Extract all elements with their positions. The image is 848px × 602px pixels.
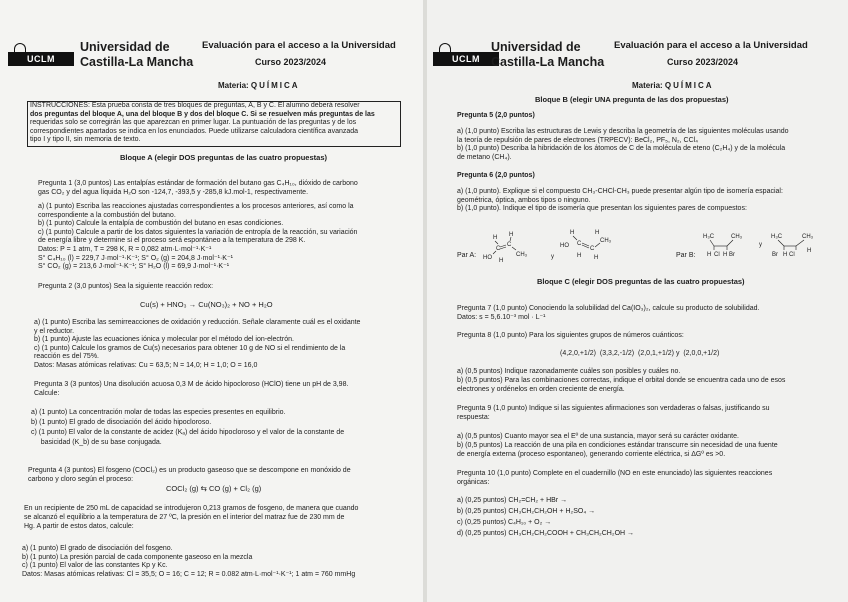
block-a-title: Bloque A (elegir DOS preguntas de las cuatro propuestas): [120, 153, 327, 162]
instructions-line: INSTRUCCIONES: Esta prueba consta de tres bloques de preguntas, A, B y C. El alumno deberá resolver: [30, 102, 360, 109]
atom-label: CH₃: [600, 238, 612, 244]
pair-a-molecule-2: [560, 230, 612, 261]
left-header: [0, 34, 423, 74]
subject-label: Materia:: [632, 81, 663, 90]
pair-b-label: Par B:: [676, 252, 696, 259]
crown-icon: [14, 43, 26, 52]
subject-label: Materia:: [218, 81, 249, 90]
atom-label: H: [499, 258, 504, 264]
q4-part: b) (1 punto) La presión parcial de cada componente gaseoso en la mezcla: [22, 553, 253, 561]
atom-label: C: [577, 241, 582, 247]
q5-part: la teoría de repulsión de pares de electrones (TRPECV): BeCl₂, PF₅, N₂, CCl₄: [457, 136, 699, 144]
q2-part: c) (1 punto) Calcule los gramos de Cu(s) necesarios para obtener 10 g de NO si el rendimiento de la: [34, 344, 346, 352]
atom-label: H: [594, 255, 599, 261]
atom-label: H: [493, 235, 498, 241]
q5-part: a) (1,0 punto) Escriba las estructuras de Lewis y describa la geometría de las siguientes moléculas usando: [457, 128, 789, 135]
atom-label: H: [577, 253, 582, 259]
instructions-line: correspondientes apartados se indica en los enunciados. Puede utilizarse calculadora científica avanzada: [30, 127, 359, 135]
exam-title: Evaluación para el acceso a la Universidad: [202, 40, 396, 51]
q1-part: correspondiente a la combustión del butano.: [38, 211, 176, 219]
subject-name: QUÍMICA: [250, 81, 300, 90]
q5-part: b) (1,0 punto) Describa la hibridación de los átomos de C de la molécula de eteno (C₂H₄) y de la molécula: [457, 145, 786, 153]
bond: [796, 240, 804, 246]
q3-part: b) (1 punto) El grado de disociación del ácido hipocloroso.: [31, 419, 212, 426]
course-year: Curso 2023/2024: [667, 57, 739, 67]
q8-intro: Pregunta 8 (1,0 punto) Para los siguientes grupos de números cuánticos:: [457, 332, 684, 339]
instructions-line: requeridas solo se corregirán las que aparezcan en primer lugar. La puntuación de las preguntas y de los: [30, 119, 357, 127]
university-name: [80, 40, 193, 70]
bond: [710, 240, 714, 246]
q2-part: b) (1 punto) Ajuste las ecuaciones iónica y molecular por el método del ion-electrón.: [34, 336, 294, 344]
pair-b-molecule-2: [771, 234, 814, 258]
q1-data: S° C₄H₁₀ (l) = 229,7 J·mol⁻¹·K⁻¹; S° O₂ (g) = 204,8 J·mol⁻¹·K⁻¹: [38, 254, 233, 262]
q1-part: a) (1 punto) Escriba las reacciones ajustadas correspondientes a los procesos anteriores, así como la: [38, 203, 354, 210]
q6-title: Pregunta 6 (2,0 puntos): [457, 172, 535, 179]
q4-body: En un recipiente de 250 mL de capacidad se introdujeron 0,213 gramos de fosgeno, de manera que cuando: [24, 505, 359, 512]
instructions-line: tipo I y tipo II, sin memoria de texto.: [30, 136, 141, 144]
q9-part: a) (0,5 puntos) Cuanto mayor sea el Eº de una sustancia, mayor será su carácter oxidante.: [457, 433, 739, 440]
q3-part: a) (1 punto) La concentración molar de todas las especies presentes en equilibrio.: [31, 409, 286, 416]
q4-body: Hg. A partir de estos datos, calcule:: [24, 523, 134, 530]
q9-part: b) (0,5 puntos) La reacción de una pila en condiciones estándar transcurre sin necesidad de una fuente: [457, 442, 778, 449]
uclm-logo: [8, 52, 74, 66]
q9-part: de energía externa (proceso espontaneo), generando corriente eléctrica, si ΔGº es >0.: [457, 450, 726, 458]
q10-part: b) (0,25 puntos) CH₃CH₂CH₂OH + H₂SO₄ →: [457, 508, 596, 515]
q5-part: de metano (CH₄).: [457, 153, 512, 161]
atom-label: Cl: [714, 252, 720, 258]
atom-label: H: [707, 252, 712, 258]
bond: [493, 251, 496, 254]
q3-part: c) (1 punto) El valor de la constante de acidez (Kₐ) del ácido hipocloroso y el valor de la constante de: [31, 429, 345, 436]
atom-label: CH₃: [516, 252, 528, 258]
atom-label: Cl: [789, 252, 795, 258]
pair-a-label: Par A:: [457, 252, 477, 259]
bond: [500, 245, 506, 247]
q1-part: de energía libre y determine si el proceso será espontáneo a la temperatura de 298 K.: [38, 237, 306, 245]
q3-line: Calcule:: [34, 389, 60, 397]
q4-part: c) (1 punto) El valor de las constantes Kp y Kc.: [22, 562, 168, 570]
atom-label: HO: [560, 243, 569, 249]
q6-part: b) (1,0 punto). Indique el tipo de isomería que presentan los siguientes pares de compuestos:: [457, 205, 747, 213]
atom-label: H: [723, 252, 728, 258]
bond: [495, 241, 498, 244]
q4-body: se alcanzó el equilibrio a la temperatura de 27 ºC, la presión en el interior del matraz fue de 230 mm de: [24, 514, 345, 521]
atom-label: C: [590, 246, 595, 252]
atom-label: H₃C: [703, 234, 715, 240]
q6-part: a) (1,0 punto). Explique si el compuesto CH₃-CHCl-CH₃ puede presentar algún tipo de isomería espacial:: [457, 188, 783, 195]
q4-data: Datos: Masas atómicas relativas: Cl = 35,5; O = 16; C = 12; R = 0.082 atm·L·mol⁻¹·K⁻¹; 1 atm = 760 mmHg: [22, 570, 356, 578]
logo-text: UCLM: [27, 54, 55, 64]
q2-part: y el reductor.: [34, 327, 75, 335]
q10-part: c) (0,25 puntos) C₄H₁₀ + O₂ →: [457, 519, 552, 526]
left-exam-page: [0, 0, 423, 602]
atom-label: H: [570, 230, 575, 236]
q10-line: orgánicas:: [457, 478, 490, 486]
q4-line: Pregunta 4 (3 puntos) El fosgeno (COCl₂) es un producto gaseoso que se descompone en monóxido de: [28, 467, 351, 474]
atom-label: Br: [729, 252, 735, 258]
q10-line: Pregunta 10 (1,0 punto) Complete en el cuadernillo (NO en este enunciado) las siguientes reacciones: [457, 470, 773, 477]
logo-text: UCLM: [452, 54, 480, 64]
q1-line: Pregunta 1 (3,0 puntos) Las entalpías estándar de formación del butano gas C₄H₁₀, dióxido de carbono: [38, 180, 358, 187]
university-line-2: Castilla-La Mancha: [80, 55, 194, 69]
bond: [500, 247, 506, 249]
q8-quantum-sets: (4,2,0,+1/2) (3,3,2,-1/2) (2,0,1,+1/2) y (2,0,0,+1/2): [560, 350, 720, 357]
q7-line: Pregunta 7 (1,0 punto) Conociendo la solubilidad del Ca(IO₃)₂, calcule su producto de solubilidad.: [457, 305, 760, 312]
q10-part: d) (0,25 puntos) CH₃CH₂CH₂COOH + CH₃CH₂CH₂OH →: [457, 530, 635, 537]
atom-label: H: [509, 232, 514, 238]
university-line-1: Universidad de: [491, 40, 581, 54]
university-line-1: Universidad de: [80, 40, 170, 54]
q2-part: a) (1 punto) Escriba las semirreacciones de oxidación y reducción. Señale claramente cuál es el oxidante: [34, 319, 361, 326]
q7-line: Datos: s = 5,6.10⁻³ mol · L⁻¹: [457, 313, 546, 321]
q2-intro: Pregunta 2 (3,0 puntos) Sea la siguiente reacción redox:: [38, 283, 214, 290]
q10-part: a) (0,25 puntos) CH₂=CH₂ + HBr →: [457, 497, 568, 504]
pair-b-molecule-1: [703, 234, 743, 258]
atom-label: CH₃: [731, 234, 743, 240]
university-line-2: Castilla-La Mancha: [491, 55, 605, 69]
right-exam-page: [427, 0, 848, 602]
q2-part: reacción es del 75%.: [34, 353, 99, 361]
q1-part: b) (1 punto) Calcule la entalpía de combustión del butano en esas condiciones.: [38, 220, 284, 228]
q8-part: electrones y ordénelos en orden creciente de energía.: [457, 385, 625, 393]
subject-line: [218, 81, 300, 90]
q3-line: Pregunta 3 (3 puntos) Una disolución acuosa 0,3 M de ácido hipocloroso (HClO) tiene un pH de 3,98.: [34, 381, 349, 388]
q5-title: Pregunta 5 (2,0 puntos): [457, 112, 535, 119]
q8-part: b) (0,5 puntos) Para las combinaciones correctas, indique el orbital donde se encuentra cada uno de esos: [457, 377, 786, 384]
q3-part: basicidad (K_b) de su base conjugada.: [31, 439, 162, 446]
atom-label: C: [496, 246, 501, 252]
q9-line: respuesta:: [457, 413, 490, 421]
q2-data: Datos: Masas atómicas relativas: Cu = 63,5; N = 14,0; H = 1,0; O = 16,0: [34, 362, 258, 369]
atom-label: H: [807, 248, 812, 254]
conjunction-y: y: [551, 254, 554, 260]
subject-name: QUÍMICA: [664, 81, 714, 90]
q4-part: a) (1 punto) El grado de disociación del fosgeno.: [22, 545, 173, 552]
bond: [778, 240, 784, 246]
atom-label: H: [783, 252, 788, 258]
atom-label: CH₃: [802, 234, 814, 240]
q1-data: S° CO₂ (g) = 213,6 J·mol⁻¹·K⁻¹; S° H₂O (l) = 69,9 J·mol⁻¹·K⁻¹: [38, 263, 230, 271]
block-b-title: Bloque B (elegir UNA pregunta de las dos propuestas): [535, 95, 729, 104]
atom-label: H₃C: [771, 234, 783, 240]
pair-a-molecule-1: [483, 232, 528, 264]
q1-data: Datos: P = 1 atm, T = 298 K, R = 0,082 atm·L·mol⁻¹·K⁻¹: [38, 246, 212, 253]
atom-label: Br: [772, 252, 778, 258]
bond: [573, 236, 577, 240]
instructions-line: dos preguntas del bloque A, una del bloque B y dos del bloque C. Si se resuelven más preguntas de las: [30, 110, 375, 118]
q6-part: geométrica, óptica, ambos tipos o ninguno.: [457, 196, 591, 204]
bond: [727, 240, 733, 246]
q1-part: c) (1 punto) Calcule a partir de los datos siguientes la variación de entropía de la reacción, su variación: [38, 228, 358, 236]
q9-line: Pregunta 9 (1,0 punto) Indique si las siguientes afirmaciones son verdaderas o falsas, justificando su: [457, 405, 770, 412]
exam-title: Evaluación para el acceso a la Universidad: [614, 40, 808, 51]
conjunction-y: y: [759, 242, 762, 248]
q8-part: a) (0,5 puntos) Indique razonadamente cuáles son posibles y cuáles no.: [457, 368, 681, 375]
block-c-title: Bloque C (elegir DOS preguntas de las cuatro propuestas): [537, 277, 745, 286]
atom-label: C: [507, 242, 512, 248]
course-year: Curso 2023/2024: [255, 57, 327, 67]
q4-line: carbono y cloro según el proceso:: [28, 475, 134, 483]
atom-label: HO: [483, 255, 492, 261]
q4-reaction: COCl₂ (g) ⇆ CO (g) + Cl₂ (g): [166, 484, 262, 493]
q2-reaction: Cu(s) + HNO₃ → Cu(NO₃)₂ + NO + H₂O: [140, 300, 273, 309]
bond: [512, 247, 516, 250]
q1-line: gas CO₂ y del agua líquida H₂O son -124,7, -393,5 y -285,8 kJ.mol-1, respectivamente.: [38, 188, 309, 196]
atom-label: H: [595, 230, 600, 236]
